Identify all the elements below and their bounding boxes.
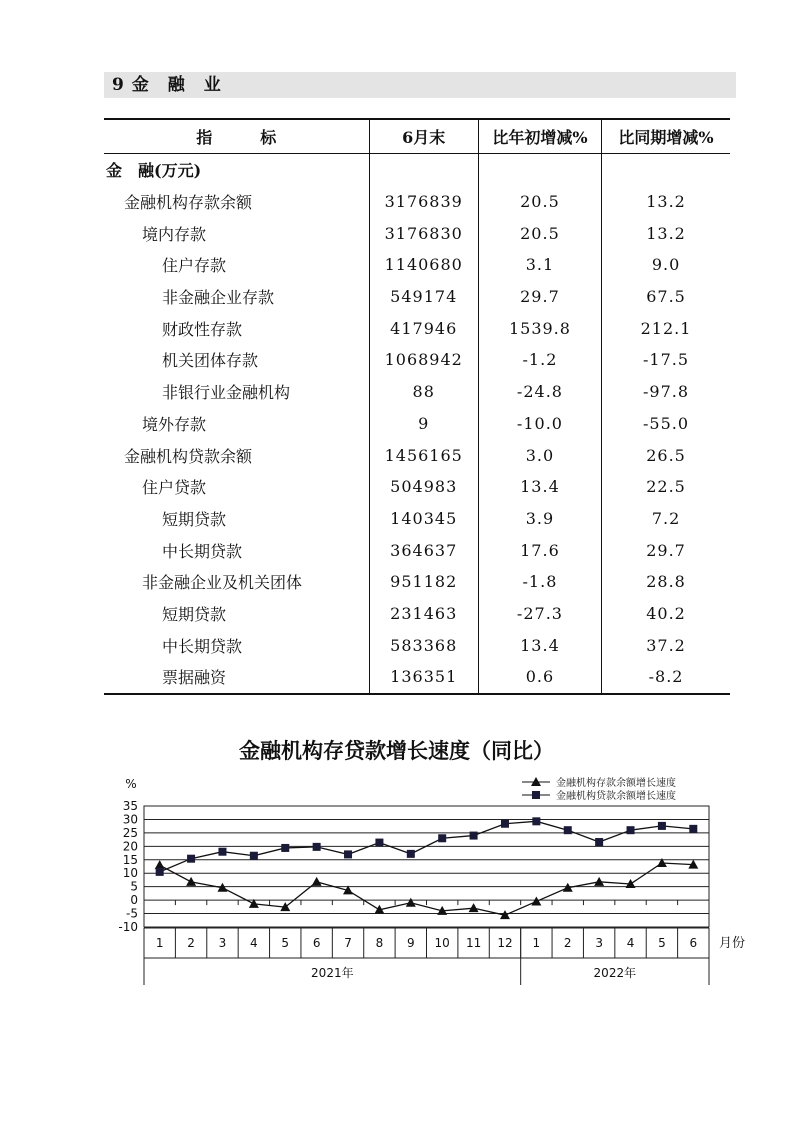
row-yoy-change: 37.2 <box>602 629 730 661</box>
y-tick-label: -10 <box>118 920 138 934</box>
row-ytd-change: -1.8 <box>478 566 601 598</box>
data-point <box>313 843 321 851</box>
data-point <box>658 822 666 830</box>
row-june-value: 583368 <box>369 629 478 661</box>
x-tick-label: 10 <box>434 936 450 950</box>
x-tick-label: 3 <box>595 936 603 950</box>
row-yoy-change: -8.2 <box>602 661 730 694</box>
table-row <box>104 154 730 186</box>
data-point <box>250 852 258 860</box>
chart-x-axis <box>144 928 745 985</box>
row-june-value: 417946 <box>369 312 478 344</box>
y-tick-label: 30 <box>122 812 138 827</box>
y-tick-label: 35 <box>122 799 138 813</box>
row-june-value: 364637 <box>369 534 478 566</box>
row-label: 住户存款 <box>162 256 227 276</box>
row-ytd-change: 0.6 <box>478 661 601 694</box>
row-ytd-change: 17.6 <box>478 534 601 566</box>
table-row <box>104 598 730 630</box>
y-tick-label: 5 <box>130 879 138 894</box>
x-tick-label: 6 <box>312 936 321 950</box>
data-point <box>531 896 541 905</box>
header-indicator: 指 标 <box>104 119 369 154</box>
table-row <box>104 566 730 598</box>
table-row <box>104 471 730 503</box>
table-row <box>104 503 730 535</box>
row-june-value: 1456165 <box>369 439 478 471</box>
row-ytd-change: -1.2 <box>478 344 601 376</box>
x-tick-label: 1 <box>155 936 164 950</box>
table-row <box>104 661 730 694</box>
row-label: 非银行业金融机构 <box>162 383 291 403</box>
data-point <box>375 839 383 847</box>
row-june-value <box>369 154 478 186</box>
row-june-value: 3176839 <box>369 186 478 218</box>
row-label: 住户贷款 <box>142 478 207 498</box>
data-point <box>312 877 322 886</box>
x-axis-label: 月份 <box>719 936 746 951</box>
data-point <box>595 838 603 846</box>
row-yoy-change: 212.1 <box>602 312 730 344</box>
data-point <box>532 817 540 825</box>
row-june-value: 140345 <box>369 503 478 535</box>
data-point <box>218 848 226 856</box>
y-tick-label: 15 <box>122 852 138 867</box>
row-label: 财政性存款 <box>162 319 243 339</box>
row-ytd-change: 20.5 <box>478 186 601 218</box>
table-row <box>104 408 730 440</box>
y-axis-unit: % <box>125 777 137 791</box>
row-ytd-change: -24.8 <box>478 376 601 408</box>
row-june-value: 1140680 <box>369 249 478 281</box>
row-yoy-change: 26.5 <box>602 439 730 471</box>
row-june-value: 88 <box>369 376 478 408</box>
legend-marker <box>532 791 540 799</box>
x-tick-label: 1 <box>532 936 541 950</box>
row-yoy-change: 28.8 <box>602 566 730 598</box>
data-point <box>438 834 446 842</box>
row-yoy-change: 7.2 <box>602 503 730 535</box>
row-yoy-change: 22.5 <box>602 471 730 503</box>
y-tick-label: 20 <box>122 839 138 854</box>
y-tick-label: -5 <box>126 906 138 921</box>
data-point <box>156 868 164 876</box>
section-title: 9 金 融 业 <box>104 72 736 98</box>
data-point <box>470 832 478 840</box>
table-row <box>104 376 730 408</box>
row-label: 短期贷款 <box>162 509 227 529</box>
table-row <box>104 629 730 661</box>
x-tick-label: 6 <box>689 936 698 950</box>
header-june-end: 6月末 <box>369 119 478 154</box>
row-june-value: 3176830 <box>369 217 478 249</box>
table-row <box>104 249 730 281</box>
x-tick-label: 12 <box>497 936 513 950</box>
row-june-value: 549174 <box>369 281 478 313</box>
header-ytd-change: 比年初增减% <box>478 119 601 154</box>
data-point <box>186 877 196 886</box>
row-ytd-change: 3.9 <box>478 503 601 535</box>
row-label: 金融机构存款余额 <box>124 193 253 213</box>
row-label: 境外存款 <box>142 414 207 434</box>
row-label: 票据融资 <box>104 661 369 694</box>
row-yoy-change: -97.8 <box>602 376 730 408</box>
row-ytd-change: 13.4 <box>478 629 601 661</box>
table-row <box>104 312 730 344</box>
row-yoy-change: 40.2 <box>602 598 730 630</box>
table-row <box>104 217 730 249</box>
row-label: 非金融企业存款 <box>162 288 275 308</box>
row-label: 短期贷款 <box>162 604 227 624</box>
row-label: 中长期贷款 <box>162 541 243 561</box>
data-point <box>406 898 416 907</box>
row-ytd-change: 1539.8 <box>478 312 601 344</box>
chart-legend <box>522 776 676 802</box>
row-june-value: 951182 <box>369 566 478 598</box>
table-row <box>104 281 730 313</box>
row-yoy-change <box>602 154 730 186</box>
table-row <box>104 186 730 218</box>
row-yoy-change: 29.7 <box>602 534 730 566</box>
x-tick-label: 7 <box>344 936 352 950</box>
data-point <box>344 850 352 858</box>
plot-frame <box>144 806 709 927</box>
data-point <box>501 820 509 828</box>
x-tick-label: 5 <box>281 936 290 950</box>
row-yoy-change: -17.5 <box>602 344 730 376</box>
row-yoy-change: -55.0 <box>602 408 730 440</box>
table-row <box>104 534 730 566</box>
finance-table <box>104 118 730 695</box>
x-tick-label: 2 <box>563 936 572 950</box>
growth-line-chart <box>0 770 793 1000</box>
data-point <box>689 825 697 833</box>
row-ytd-change: -27.3 <box>478 598 601 630</box>
row-label: 非金融企业及机关团体 <box>142 573 303 593</box>
data-point <box>407 850 415 858</box>
row-june-value: 231463 <box>369 598 478 630</box>
row-label: 境内存款 <box>142 224 207 244</box>
row-label: 金融机构贷款余额 <box>124 446 253 466</box>
x-tick-label: 3 <box>218 936 227 950</box>
row-ytd-change <box>478 154 601 186</box>
row-ytd-change: -10.0 <box>478 408 601 440</box>
row-label: 金 融(万元) <box>106 161 202 181</box>
x-tick-label: 8 <box>375 936 384 950</box>
x-tick-label: 5 <box>658 936 666 950</box>
row-ytd-change: 3.1 <box>478 249 601 281</box>
x-tick-label: 2 <box>187 936 195 950</box>
row-ytd-change: 29.7 <box>478 281 601 313</box>
row-yoy-change: 13.2 <box>602 186 730 218</box>
y-tick-label: 0 <box>130 893 138 908</box>
x-tick-label: 9 <box>406 936 415 950</box>
chart-title: 金融机构存贷款增长速度（同比） <box>239 739 554 763</box>
y-tick-label: 25 <box>122 825 138 840</box>
series-line <box>160 863 694 915</box>
data-point <box>469 903 479 912</box>
row-ytd-change: 13.4 <box>478 471 601 503</box>
row-ytd-change: 3.0 <box>478 439 601 471</box>
row-june-value: 136351 <box>369 661 478 694</box>
row-label: 机关团体存款 <box>162 351 259 371</box>
table-row <box>104 439 730 471</box>
year-label: 2022年 <box>593 966 637 980</box>
year-label: 2021年 <box>311 966 354 980</box>
table-row <box>104 344 730 376</box>
y-tick-label: 10 <box>122 866 138 881</box>
data-point <box>155 860 165 869</box>
data-point <box>187 855 195 863</box>
row-june-value: 1068942 <box>369 344 478 376</box>
row-label: 中长期贷款 <box>162 636 243 656</box>
data-point <box>594 877 604 886</box>
row-june-value: 504983 <box>369 471 478 503</box>
x-tick-label: 4 <box>626 936 635 950</box>
legend-label: 金融机构贷款余额增长速度 <box>556 791 676 802</box>
data-point <box>281 844 289 852</box>
row-yoy-change: 9.0 <box>602 249 730 281</box>
row-yoy-change: 67.5 <box>602 281 730 313</box>
x-tick-label: 11 <box>465 936 482 950</box>
row-june-value: 9 <box>369 408 478 440</box>
data-point <box>627 826 635 834</box>
table-header-row <box>104 119 730 154</box>
legend-label: 金融机构存款余额增长速度 <box>556 778 676 789</box>
row-yoy-change: 13.2 <box>602 217 730 249</box>
row-ytd-change: 20.5 <box>478 217 601 249</box>
data-point <box>564 826 572 834</box>
header-yoy-change: 比同期增减% <box>602 119 730 154</box>
x-tick-label: 4 <box>250 936 258 950</box>
